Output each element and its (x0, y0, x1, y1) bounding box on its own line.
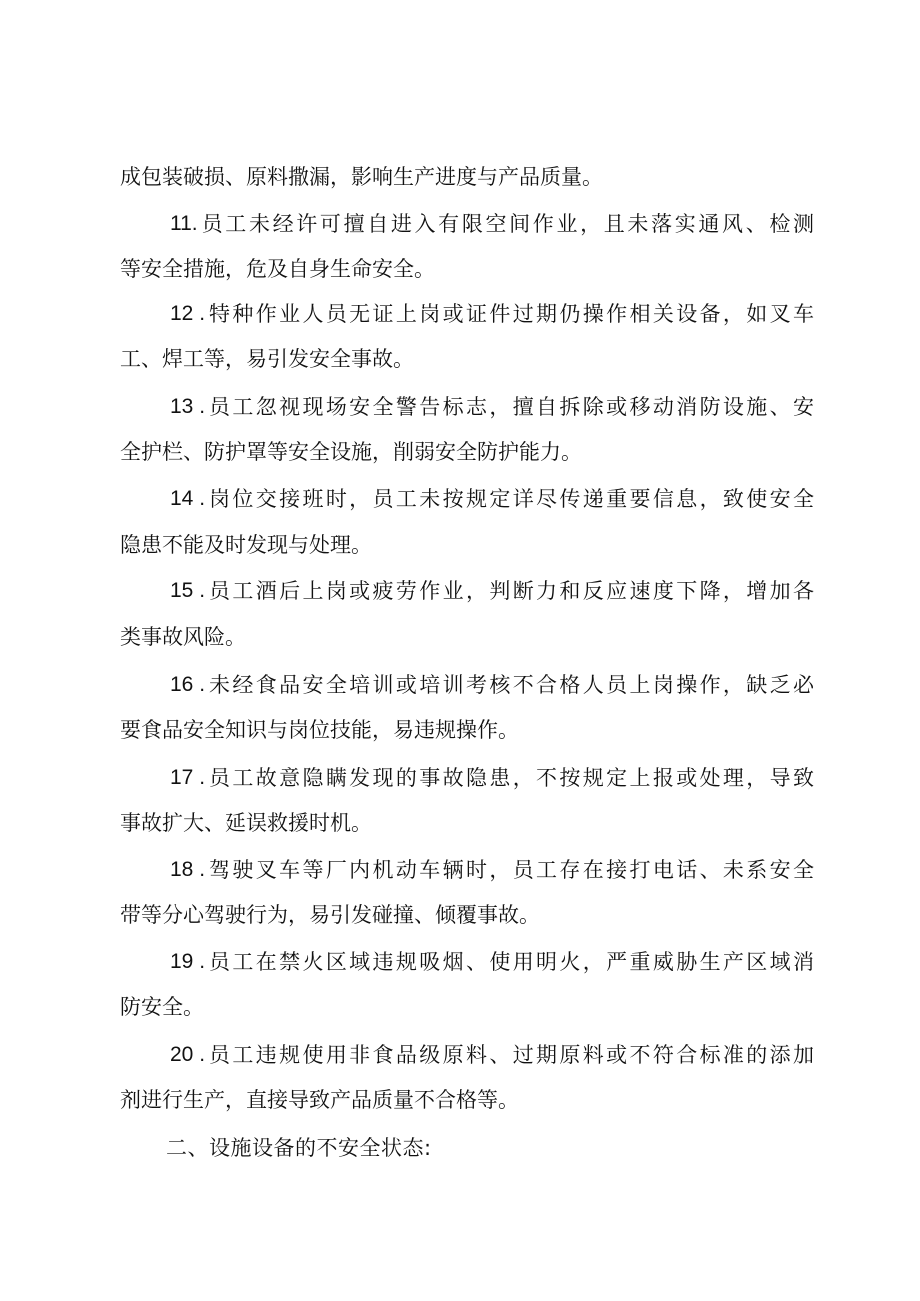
list-item-13-line1 (170, 393, 814, 421)
list-item-14-line2: 隐患不能及时发现与处理。 (120, 533, 372, 557)
item-text: 员工故意隐瞒发现的事故隐患，不按规定上报或处理，导致 (209, 766, 814, 790)
item-number: 19 . (170, 950, 206, 973)
item-text: 驾驶叉车等厂内机动车辆时，员工存在接打电话、未系安全 (209, 858, 814, 882)
list-item-11-line1 (170, 210, 814, 238)
item-number: 12 . (170, 302, 206, 325)
item-text: 员工忽视现场安全警告标志，擅自拆除或移动消防设施、安 (209, 395, 814, 419)
item-text: 员工违规使用非食品级原料、过期原料或不符合标准的添加 (209, 1043, 814, 1067)
section-heading: 二、设施设备的不安全状态: (166, 1136, 432, 1160)
list-item-20-line1 (170, 1041, 814, 1069)
list-item-17-line2: 事故扩大、延误救援时机。 (120, 811, 372, 835)
item-number: 15 . (170, 579, 206, 602)
list-item-18-line1 (170, 856, 814, 884)
list-item-20-line2: 剂进行生产，直接导致产品质量不合格等。 (120, 1088, 519, 1112)
item-number: 20 . (170, 1043, 206, 1066)
item-number: 18 . (170, 858, 206, 881)
item-number: 11. (170, 212, 198, 235)
list-item-12-line1 (170, 300, 814, 328)
item-text: 特种作业人员无证上岗或证件过期仍操作相关设备，如叉车 (209, 302, 814, 326)
list-item-17-line1 (170, 764, 814, 792)
list-item-15-line1 (170, 577, 814, 605)
item-text: 未经食品安全培训或培训考核不合格人员上岗操作，缺乏必 (209, 673, 814, 697)
list-item-19-line1 (170, 948, 814, 976)
list-item-19-line2: 防安全。 (120, 995, 204, 1019)
item-text: 员工未经许可擅自进入有限空间作业，且未落实通风、检测 (201, 212, 814, 236)
item-number: 16 . (170, 673, 206, 696)
list-item-11-line2: 等安全措施，危及自身生命安全。 (120, 257, 435, 281)
list-item-16-line1 (170, 671, 814, 699)
item-number: 13 . (170, 395, 206, 418)
list-item-12-line2: 工、焊工等，易引发安全事故。 (120, 347, 414, 371)
continuation-text: 成包装破损、原料撒漏，影响生产进度与产品质量。 (120, 165, 603, 189)
item-text: 岗位交接班时，员工未按规定详尽传递重要信息，致使安全 (209, 487, 814, 511)
item-text: 员工酒后上岗或疲劳作业，判断力和反应速度下降，增加各 (209, 579, 814, 603)
list-item-13-line2: 全护栏、防护罩等安全设施，削弱安全防护能力。 (120, 440, 582, 464)
item-number: 14 . (170, 487, 206, 510)
list-item-15-line2: 类事故风险。 (120, 625, 246, 649)
item-text: 员工在禁火区域违规吸烟、使用明火，严重威胁生产区域消 (209, 950, 814, 974)
list-item-16-line2: 要食品安全知识与岗位技能，易违规操作。 (120, 718, 519, 742)
list-item-14-line1 (170, 485, 814, 513)
list-item-18-line2: 带等分心驾驶行为，易引发碰撞、倾覆事故。 (120, 903, 540, 927)
item-number: 17 . (170, 766, 206, 789)
